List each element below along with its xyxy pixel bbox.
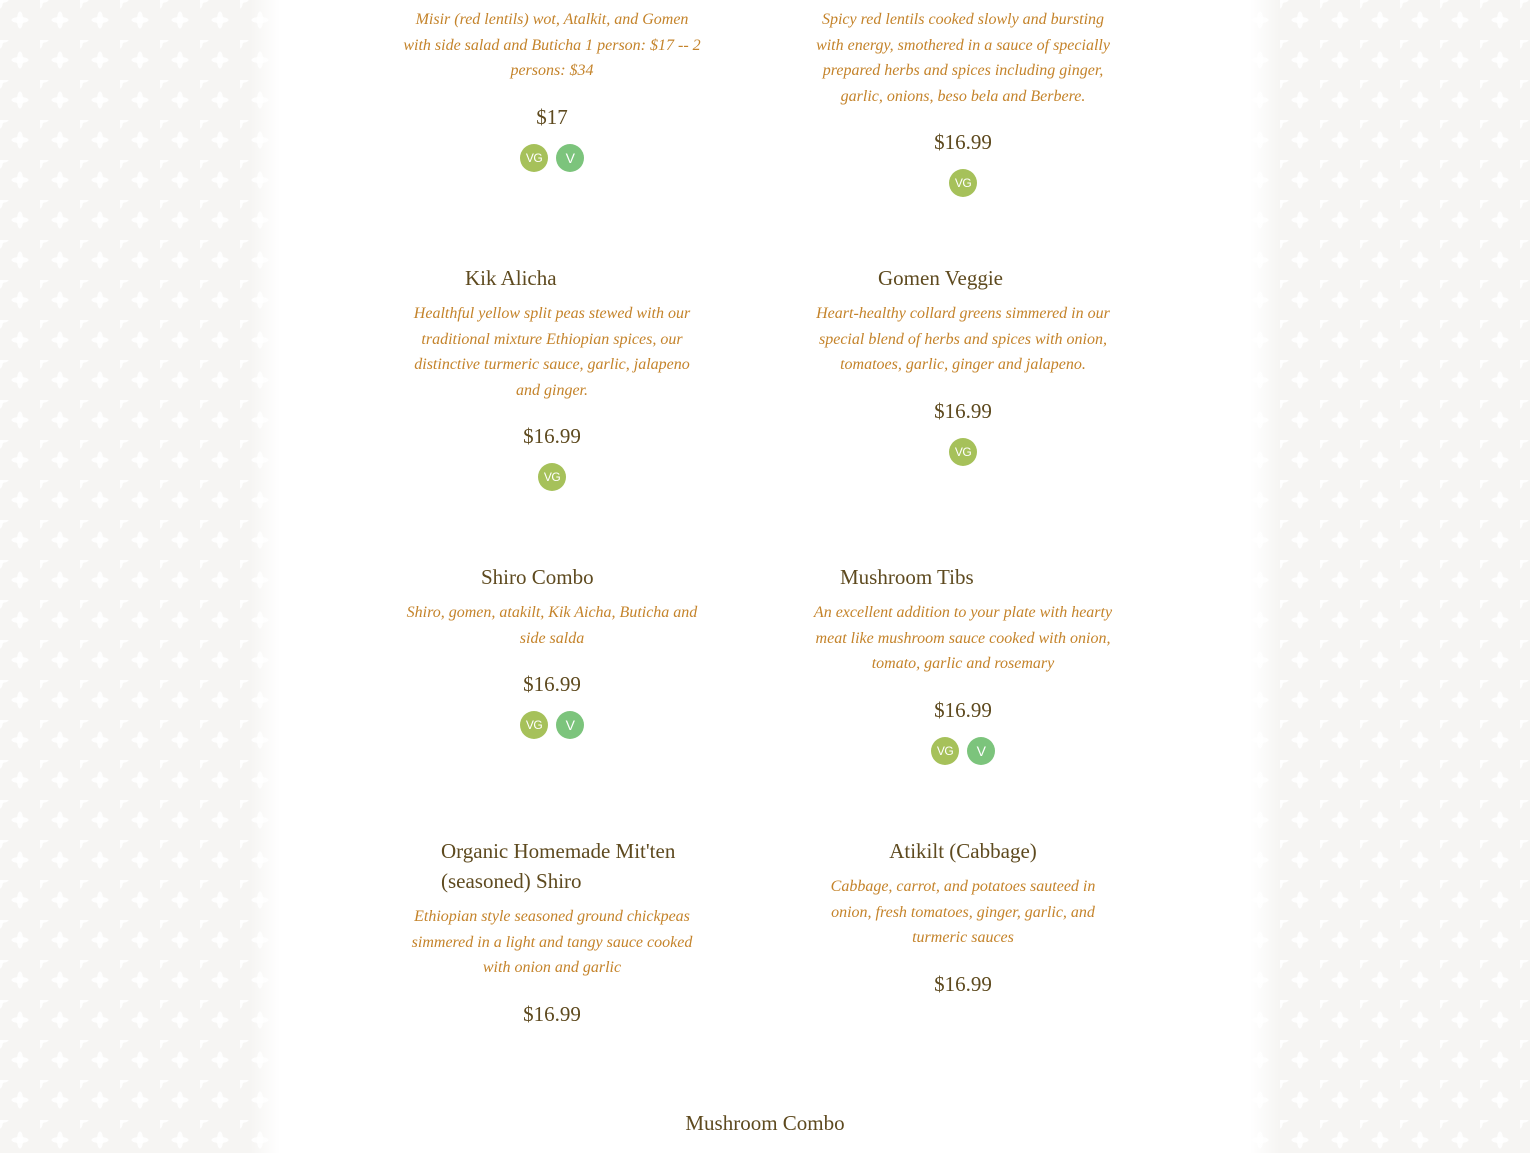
- diet-badges: [402, 144, 702, 172]
- item-description: Heart-healthy collard greens simmered in our special blend of herbs and spices with onion, tomatoes, garlic, ginger and jalapeno.: [816, 305, 1110, 374]
- item-name: Mushroom Tibs: [840, 565, 974, 589]
- item-price: $16.99: [934, 398, 992, 423]
- item-name: Mushroom Combo: [685, 1111, 845, 1135]
- item-description: Shiro, gomen, atakilt, Kik Aicha, Buticha and side salda: [406, 604, 698, 647]
- menu-item-misir-wot: [813, 7, 1113, 197]
- vegan-badge-icon: VG: [949, 438, 977, 466]
- menu-item-kik-alicha: [402, 263, 702, 491]
- item-price: $16.99: [934, 130, 992, 155]
- item-description: Misir (red lentils) wot, Atalkit, and Gomen with side salad and Buticha 1 person: $17 -- 2 persons: $34: [403, 11, 701, 80]
- menu-item-mushroom-tibs: [813, 562, 1113, 765]
- vegetarian-badge-icon: V: [556, 144, 584, 172]
- diet-badges: [402, 711, 702, 739]
- vegan-badge-icon: VG: [949, 169, 977, 197]
- vegetarian-badge-icon: V: [967, 737, 995, 765]
- diet-badges: [813, 169, 1113, 197]
- item-description: An excellent addition to your plate with hearty meat like mushroom sauce cooked with onion, tomato, garlic and rosemary: [813, 604, 1113, 673]
- item-description: Spicy red lentils cooked slowly and bursting with energy, smothered in a sauce of specially prepared herbs and spices including ginger, garlic, onions, beso bela and Berbere.: [816, 11, 1110, 105]
- item-name: Organic Homemade Mit'ten (seasoned) Shiro: [441, 839, 676, 893]
- diet-badges: [813, 438, 1113, 466]
- item-description: Healthful yellow split peas stewed with our traditional mixture Ethiopian spices, our distinctive turmeric sauce, garlic, jalapeno and ginger.: [413, 305, 691, 399]
- menu-item-mitten-shiro: [402, 836, 702, 1027]
- menu-item-shiro-combo: [402, 562, 702, 739]
- item-name: Gomen Veggie: [878, 266, 1004, 290]
- item-price: $16.99: [523, 672, 581, 697]
- item-price: $17: [536, 104, 568, 129]
- diet-badges: [813, 737, 1113, 765]
- vegetarian-badge-icon: V: [556, 711, 584, 739]
- vegan-badge-icon: VG: [538, 463, 566, 491]
- item-name: Atikilt (Cabbage): [889, 839, 1037, 863]
- item-description: Ethiopian style seasoned ground chickpeas simmered in a light and tangy sauce cooked with onion and garlic: [411, 908, 693, 977]
- item-price: $16.99: [934, 697, 992, 722]
- menu-item-atikilt: [813, 836, 1113, 997]
- diet-badges: [402, 463, 702, 491]
- menu-item-misir-combo: [402, 7, 702, 172]
- item-price: $16.99: [934, 971, 992, 996]
- panel-edge-right: [1250, 0, 1280, 1153]
- menu-item-mushroom-combo: [615, 1108, 915, 1146]
- item-name: Kik Alicha: [465, 266, 557, 290]
- vegan-badge-icon: VG: [520, 711, 548, 739]
- menu-item-gomen-veggie: [813, 263, 1113, 466]
- vegan-badge-icon: VG: [931, 737, 959, 765]
- panel-edge-left: [250, 0, 280, 1153]
- item-name: Shiro Combo: [481, 565, 594, 589]
- item-price: $16.99: [523, 424, 581, 449]
- vegan-badge-icon: VG: [520, 144, 548, 172]
- item-description: Cabbage, carrot, and potatoes sauteed in onion, fresh tomatoes, ginger, garlic, and turmeric sauces: [830, 878, 1096, 947]
- item-price: $16.99: [523, 1001, 581, 1026]
